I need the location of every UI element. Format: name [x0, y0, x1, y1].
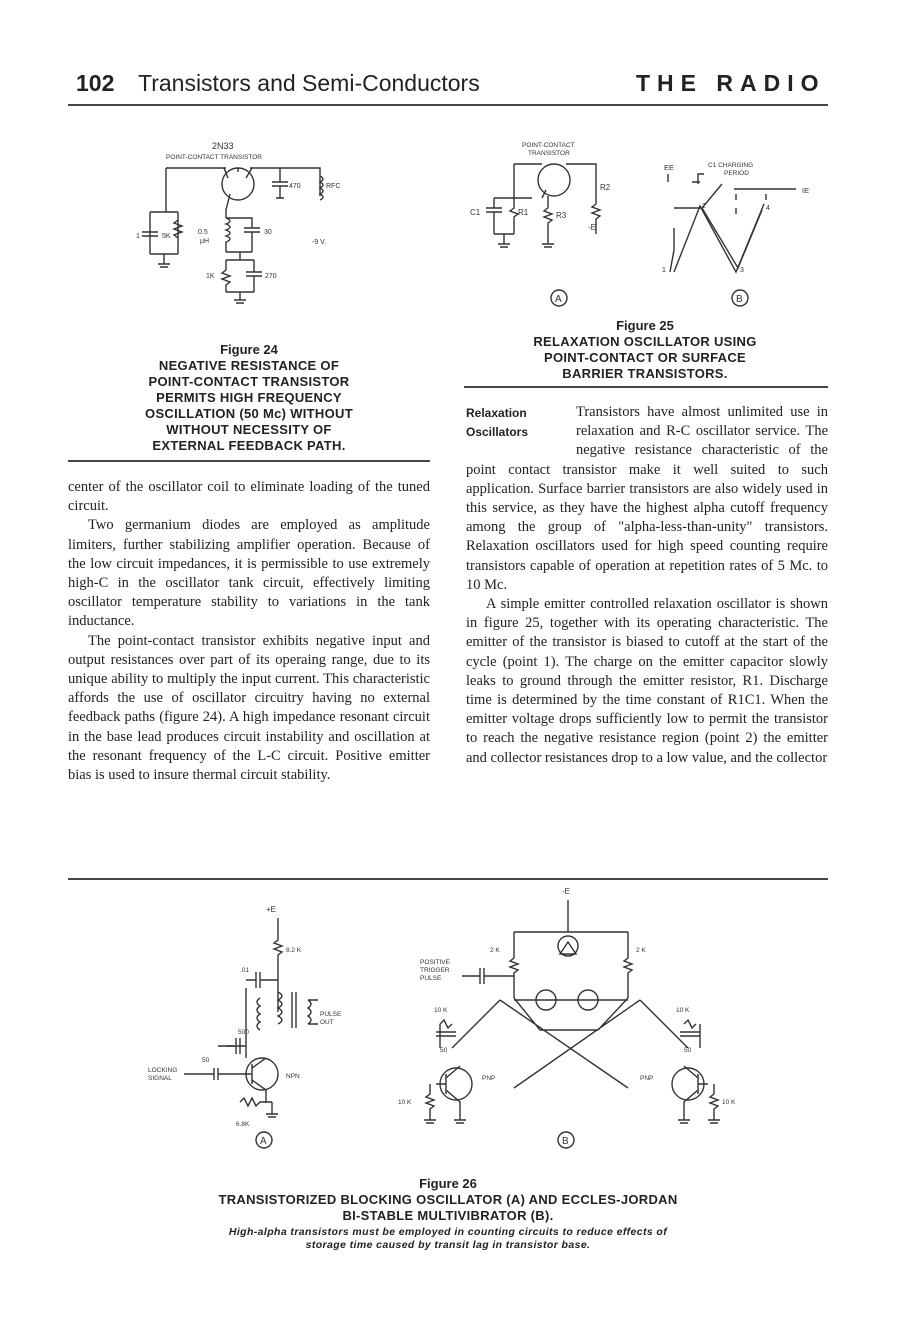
- fig26-locking-label: LOCKING: [148, 1067, 178, 1074]
- fig26-r1-label: 8.2 K: [286, 947, 302, 954]
- figure-26-note: [68, 1226, 828, 1252]
- running-title: Transistors and Semi-Conductors: [138, 70, 480, 96]
- fig25-r2-label: R2: [600, 183, 611, 192]
- fig25-type-line2: TRANSISTOR: [528, 150, 570, 157]
- fig26-10k-br-label: 10 K: [722, 1099, 736, 1106]
- fig26-transformer-core: [292, 992, 296, 1028]
- fig26-c50: [218, 1038, 240, 1054]
- fig25-ie-label: IE: [802, 186, 810, 195]
- fig26-pnp-right-leads: [678, 1066, 708, 1123]
- fig25-caption-line: BARRIER TRANSISTORS.: [562, 366, 728, 381]
- figure-25-caption: [462, 334, 828, 382]
- fig26-50-left-label: 50: [440, 1047, 448, 1054]
- fig25-period-label: PERIOD: [724, 170, 749, 177]
- sidehead-spacer: [466, 403, 576, 459]
- fig24-bias-network: [222, 260, 262, 303]
- fig26-note-line: storage time caused by transit lag in transistor base.: [305, 1239, 591, 1251]
- fig26-positive-label: POSITIVE: [420, 959, 450, 966]
- right-column-text: [466, 403, 828, 768]
- fig24-r1-label: 5K: [162, 233, 171, 240]
- fig24-rfc-label: RFC: [326, 183, 341, 190]
- fig25-r3: [542, 208, 554, 247]
- fig24-caption-line: NEGATIVE RESISTANCE OF: [158, 358, 340, 373]
- sidehead-line: Relaxation: [466, 406, 527, 420]
- fig26-c2-label: 500: [238, 1029, 249, 1036]
- fig25-caption-line: POINT-CONTACT OR SURFACE: [544, 350, 746, 365]
- figure-26-schematics: [140, 888, 780, 1158]
- paragraph: The point-contact transistor exhibits negative input and output resistances over part of its operaing range, due to its unique ability to multiply the input current. This characteristic affords the use of oscillator circuitry having no external feedback paths (figure 24). A high impedance resonant circuit in the base lead produces circuit instability and oscillation at the resonant frequency of the L-C circuit. Positive emitter bias is used to insure thermal circuit stability.: [68, 632, 430, 784]
- fig24-l1-unit-label: µH: [200, 238, 210, 245]
- fig26-10k-tr-label: 10 K: [676, 1007, 690, 1014]
- fig25-caption-line: RELAXATION OSCILLATOR USING: [533, 334, 757, 349]
- fig26-primary-coil: [257, 998, 260, 1030]
- sidehead-line: Oscillators: [466, 425, 529, 439]
- fig26-2k-right-label: 2 K: [636, 947, 646, 954]
- fig26-locking-cap: [184, 1068, 244, 1080]
- paragraph: Transistors have almost unlimited use in relaxation and R-C oscillator service. The negative resistance characteristic of the point contact transistor make it well suited to such application. Surface barrier transistors are also widely used in this service, as they have the highest alpha cutoff frequency among the group of "alpha-less-than-unity" transistors. Relaxation oscillators used for high speed counting require transistors capable of operation at repetition rates of 5 Mc. to 10 Mc.: [466, 404, 828, 593]
- fig25-ee-label: EE: [664, 163, 675, 172]
- fig24-type-label: POINT-CONTACT TRANSISTOR: [166, 154, 262, 161]
- header-rule: [68, 104, 828, 106]
- figure-24-title: Figure 24: [220, 342, 278, 357]
- fig25-transistor: [538, 164, 570, 196]
- fig26-label-a: A: [260, 1136, 267, 1147]
- figure-25-title: Figure 25: [616, 318, 674, 333]
- figure-25-diagram: [462, 138, 828, 314]
- publication-name: THE RADIO: [636, 70, 826, 96]
- figure-26-rule: [68, 878, 828, 880]
- paragraph: A simple emitter controlled relaxation oscillator is shown in figure 25, together with its operating characteristic. The emitter of the transistor is biased to cutoff at the start of the cycle (point 1). The charge on the emitter capacitor slowly leaks to ground through the emitter resistor, R1. Discharge time is determined by the time constant of R1C1. When the emitter voltage drops sufficiently low to permit the transistor to reach the negative resistance region (point 2) the emitter and collector resistances drop to a low value, and the collector: [466, 596, 828, 766]
- fig25-label-b: B: [736, 294, 743, 305]
- fig26-output-coil: [308, 1000, 318, 1024]
- fig24-part-label: 2N33: [212, 141, 234, 151]
- figure-26-title: Figure 26: [419, 1176, 477, 1191]
- fig25-r3-label: R3: [556, 211, 567, 220]
- right-figure-rule: [464, 386, 828, 388]
- figure-26-caption: [68, 1192, 828, 1224]
- fig24-c2-label: 30: [264, 229, 272, 236]
- fig24-one-label: 1: [136, 233, 140, 240]
- fig24-r2-label: 1K: [206, 273, 215, 280]
- fig26-caption-line: BI-STABLE MULTIVIBRATOR (B).: [342, 1208, 554, 1223]
- fig25-c1-label: C1: [470, 208, 481, 217]
- fig25-label-a: A: [555, 294, 562, 305]
- fig25-p1-label: 1: [662, 267, 666, 274]
- fig26-trigger-label: TRIGGER: [420, 967, 450, 974]
- fig26-c1-label: .01: [240, 967, 250, 974]
- fig25-r1-label: R1: [518, 208, 529, 217]
- fig25-neg-e-label: -E: [588, 223, 596, 232]
- fig26-plus-e-label: +E: [266, 905, 277, 914]
- fig26-label-b: B: [562, 1136, 569, 1147]
- fig24-cap-470: [272, 168, 288, 198]
- fig25-curve-main: [674, 204, 764, 272]
- fig25-charging-bracket: [692, 174, 704, 184]
- fig24-caption-line: PERMITS HIGH FREQUENCY: [156, 390, 342, 405]
- fig26-c3-label: 50: [202, 1057, 210, 1064]
- fig26-10k-tl-label: 10 K: [434, 1007, 448, 1014]
- fig26-minus-e-label: -E: [562, 888, 570, 896]
- fig24-supply-label: -9 V.: [312, 239, 327, 246]
- fig26-pnp-right-label: PNP: [640, 1075, 654, 1082]
- fig26-top-diode-symbol: [560, 942, 576, 954]
- figure-24-caption: [68, 358, 430, 454]
- fig24-caption-line: OSCILLATION (50 Mc) WITHOUT: [145, 406, 353, 421]
- fig26-signal-label: SIGNAL: [148, 1075, 172, 1082]
- fig24-c1-label: 470: [289, 183, 301, 190]
- fig24-caption-line: POINT-CONTACT TRANSISTOR: [148, 374, 350, 389]
- fig26-r68: [240, 1098, 278, 1117]
- fig24-caption-line: WITHOUT NECESSITY OF: [166, 422, 332, 437]
- fig26-10k-bl-label: 10 K: [398, 1099, 412, 1106]
- fig25-p3-label: 3: [740, 267, 744, 274]
- fig26-out-label: OUT: [320, 1019, 334, 1026]
- page-number: 102: [76, 70, 115, 96]
- fig26-note-line: High-alpha transistors must be employed in counting circuits to reduce effects of: [228, 1226, 668, 1238]
- fig26-npn-label: NPN: [286, 1073, 300, 1080]
- fig24-c3-label: 270: [265, 273, 277, 280]
- fig24-l1-label: 0.5: [198, 229, 208, 236]
- fig25-characteristic-curve: [670, 184, 762, 272]
- fig25-p2-label: 2: [702, 203, 706, 210]
- paragraph: center of the oscillator coil to eliminate loading of the tuned circuit.: [68, 479, 430, 515]
- fig25-type-line1: POINT-CONTACT: [522, 142, 575, 149]
- fig24-tank: [226, 210, 260, 260]
- fig26-caption-line: TRANSISTORIZED BLOCKING OSCILLATOR (A) AND ECCLES-JORDAN: [218, 1192, 678, 1207]
- fig24-wires-top: [166, 168, 320, 196]
- fig26-50-right-label: 50: [684, 1047, 692, 1054]
- fig25-p4-label: 4: [766, 205, 770, 212]
- fig26-pnp-left-leads: [436, 1066, 466, 1123]
- fig26-pulse-label: PULSE: [320, 1011, 342, 1018]
- fig25-charging-label: C1 CHARGING: [708, 162, 754, 169]
- fig26-pulse2-label: PULSE: [420, 975, 442, 982]
- fig25-c1-r1: [486, 198, 532, 247]
- fig26-pnp-left-label: PNP: [482, 1075, 496, 1082]
- paragraph: Two germanium diodes are employed as amplitude limiters, further stabilizing amplifier operation. Because of the low circuit impedances, it is permissible to use extremely high-C in the oscillator tank circuit, effectively limiting oscillator temperature stability to variations in the tank inductance.: [68, 517, 430, 630]
- fig26-c01: [246, 972, 278, 988]
- fig26-2k-left-label: 2 K: [490, 947, 500, 954]
- fig26-b-supply: [510, 900, 632, 998]
- fig26-emitter-resistors: [424, 1084, 720, 1123]
- left-column-text: [68, 478, 430, 785]
- fig24-caption-line: EXTERNAL FEEDBACK PATH.: [152, 438, 346, 453]
- figure-24-schematic: [120, 136, 350, 316]
- fig26-trigger-cap: [462, 968, 514, 984]
- left-figure-rule: [68, 460, 430, 462]
- fig24-wires-left: [166, 168, 230, 212]
- fig26-r2-label: 6.8K: [236, 1121, 250, 1128]
